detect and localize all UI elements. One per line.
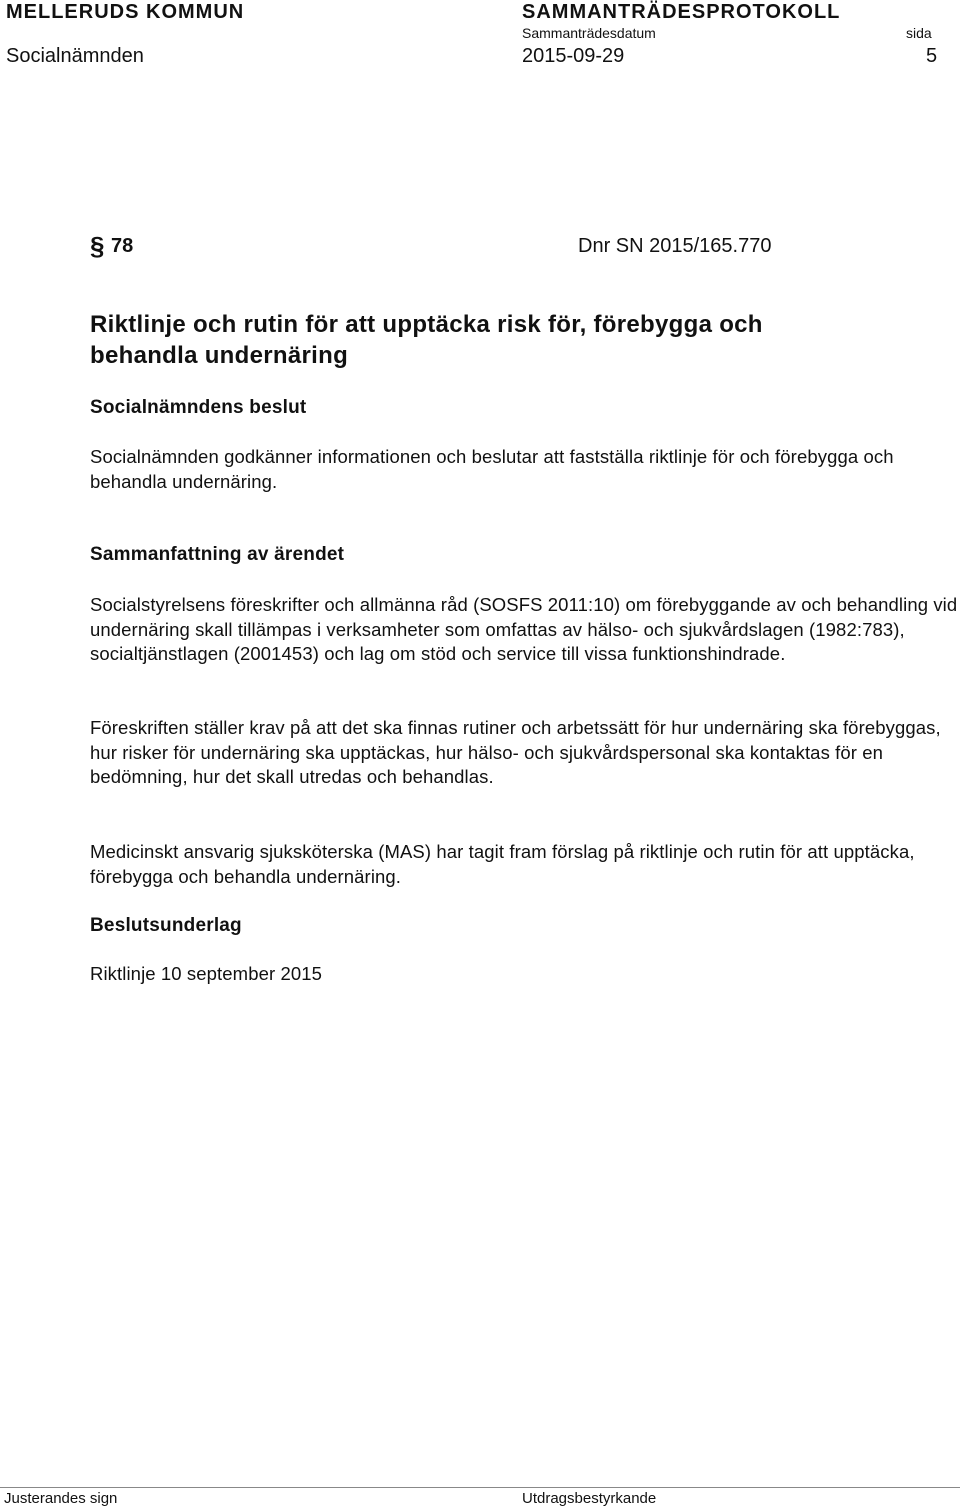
case-number: Dnr SN 2015/165.770: [578, 235, 772, 257]
footer-certification-label: Utdragsbestyrkande: [522, 1490, 657, 1507]
footer-divider: [0, 1487, 960, 1488]
section-symbol: §: [90, 231, 105, 261]
organization-name: MELLERUDS KOMMUN: [6, 1, 245, 23]
section-title-line-2: behandla undernäring: [90, 342, 349, 369]
summary-paragraph: Föreskriften ställer krav på att det ska finnas rutiner och arbetssätt för hur undernäring ska förebyggas, hur risker för undernäring ska upptäckas, hur hälso- och sjukvårdspersonal ska kontaktas för en bedömning, hur det skall utredas och behandlas.: [90, 717, 941, 787]
decision-heading: Socialnämndens beslut: [90, 397, 307, 418]
page-label: sida: [906, 25, 932, 41]
summary-heading: Sammanfattning av ärendet: [90, 544, 345, 565]
date-label: Sammanträdesdatum: [522, 25, 656, 41]
basis-heading: Beslutsunderlag: [90, 915, 242, 936]
section-number: 78: [111, 235, 134, 257]
basis-item: Riktlinje 10 september 2015: [90, 963, 323, 984]
document-type: SAMMANTRÄDESPROTOKOLL: [522, 1, 841, 23]
decision-text: Socialnämnden godkänner informationen och beslutar att fastställa riktlinje för och förebygga och behandla undernäring.: [90, 446, 894, 492]
section-title-line-1: Riktlinje och rutin för att upptäcka risk för, förebygga och: [90, 311, 763, 338]
footer-sign-label: Justerandes sign: [4, 1490, 118, 1507]
summary-paragraph: Medicinskt ansvarig sjuksköterska (MAS) har tagit fram förslag på riktlinje och rutin för att upptäcka, förebygga och behandla undernäring.: [90, 841, 915, 887]
meeting-date: 2015-09-29: [522, 45, 625, 67]
summary-paragraph: Socialstyrelsens föreskrifter och allmänna råd (SOSFS 2011:10) om förebyggande av och behandling vid undernäring skall tillämpas i verksamheter som omfattas av hälso- och sjukvårdslagen (1982:783), socialtjänstlagen (2001453) och lag om stöd och service till vissa funktionshindrade.: [90, 594, 958, 664]
page-number: 5: [926, 45, 938, 67]
committee-name: Socialnämnden: [6, 45, 144, 67]
